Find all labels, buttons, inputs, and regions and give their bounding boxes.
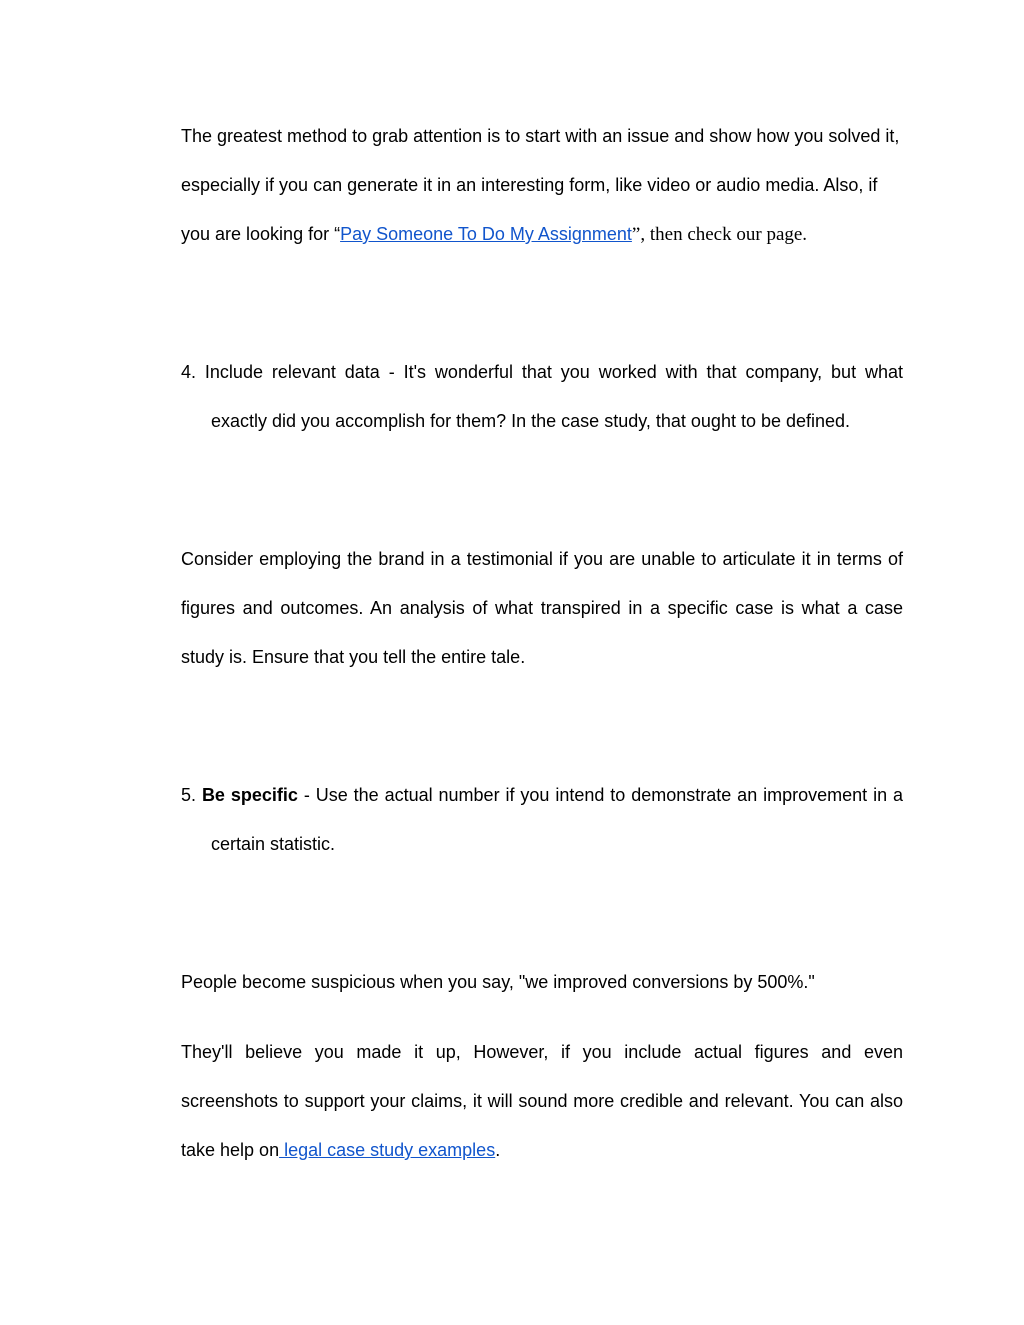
list-item-4-text: Include relevant data - It's wonderful that you worked with that company, but what exactly did you accomplish for them? In the case study, that ought to be defined. bbox=[204, 362, 903, 431]
spacer bbox=[181, 446, 903, 535]
pay-someone-link[interactable]: Pay Someone To Do My Assignment bbox=[340, 224, 632, 244]
spacer bbox=[181, 869, 903, 958]
credibility-tail-text: . bbox=[495, 1140, 501, 1160]
list-item-5-text: - Use the actual number if you intend to demonstrate an improvement in a certain statistic. bbox=[211, 785, 904, 854]
legal-case-study-link[interactable]: legal case study examples bbox=[279, 1140, 496, 1160]
suspicion-text: People become suspicious when you say, "we improved conversions by 500%." bbox=[181, 972, 815, 992]
list-item-5 bbox=[181, 771, 903, 869]
testimonial-paragraph bbox=[181, 535, 903, 682]
credibility-paragraph bbox=[181, 1028, 903, 1175]
document-page bbox=[181, 112, 903, 1175]
intro-text: The greatest method to grab attention is to start with an issue and show how you solved it, especially if you can generate it in an interesting form, like video or audio media. Also, if you are looking for “ bbox=[181, 126, 900, 244]
intro-paragraph bbox=[181, 112, 903, 259]
spacer bbox=[181, 259, 903, 348]
spacer bbox=[181, 1007, 903, 1028]
suspicion-paragraph bbox=[181, 958, 903, 1007]
list-item-4 bbox=[181, 348, 903, 446]
list-number-4: 4. bbox=[181, 362, 197, 382]
spacer bbox=[181, 682, 903, 771]
credibility-text: They'll believe you made it up, However, if you include actual figures and even screenshots to support your claims, it will sound more credible and relevant. You can also take help on bbox=[181, 1042, 903, 1160]
intro-tail-text: ”, then check our page. bbox=[631, 224, 808, 245]
testimonial-text: Consider employing the brand in a testimonial if you are unable to articulate it in terms of figures and outcomes. An analysis of what transpired in a specific case is what a case study is. Ensure that you tell the entire tale. bbox=[181, 549, 903, 667]
list-item-5-term: Be specific bbox=[201, 785, 298, 805]
list-number-5: 5. bbox=[181, 785, 197, 805]
